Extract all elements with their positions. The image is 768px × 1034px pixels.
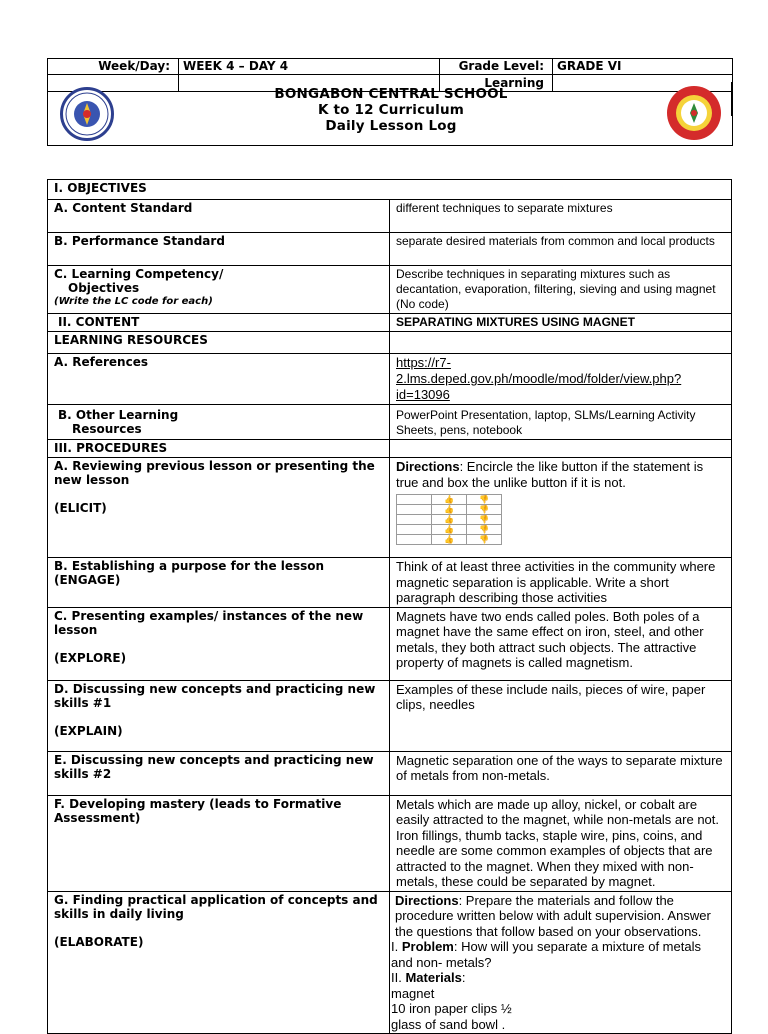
references-link[interactable]: https://r7-2.lms.deped.gov.ph/moodle/mod/folder/view.php?id=13096: [396, 355, 682, 402]
header-right-rule: [731, 82, 733, 116]
grade-level-value: GRADE VI: [553, 59, 733, 75]
other-resources-label-2: Resources: [72, 422, 142, 436]
procedure-a-directions: : Encircle the like button if the statement is true and box the unlike button if it is not.: [396, 459, 704, 490]
procedure-e-text: Magnetic separation one of the ways to separate mixture of metals from non-metals.: [390, 751, 732, 795]
references-label: A. References: [48, 354, 390, 405]
content-standard-value: different techniques to separate mixtures: [390, 200, 732, 233]
procedure-g-problem-num: I.: [391, 939, 402, 954]
procedure-b-tag: (ENGAGE): [54, 573, 121, 587]
statement-cell: [397, 525, 432, 535]
thumbs-up-icon[interactable]: 👍: [432, 535, 467, 545]
learning-label: Learning: [440, 75, 553, 92]
procedure-e-label: E. Discussing new concepts and practicing new skills #2: [48, 751, 390, 795]
other-resources-value: PowerPoint Presentation, laptop, SLMs/Learning Activity Sheets, pens, notebook: [390, 405, 732, 440]
learning-resources-label: LEARNING RESOURCES: [48, 332, 390, 354]
statement-cell: [397, 515, 432, 525]
content-standard-label: A. Content Standard: [48, 200, 390, 233]
procedure-b-text: Think of at least three activities in the community where magnetic separation is applicable. Write a short paragraph describing those activities: [390, 558, 732, 608]
procedure-g-materials-colon: :: [461, 970, 466, 985]
references-cell: [390, 354, 732, 405]
procedure-d-label: D. Discussing new concepts and practicing new skills #1: [54, 681, 376, 710]
procedure-c-text: Magnets have two ends called poles. Both poles of a magnet have the same effect on iron, steel, and other metals, they both attract such objects. The attractive property of magnets is called magnetism.: [390, 607, 732, 680]
competency-note: (Write the LC code for each): [54, 296, 213, 307]
thumbs-down-icon[interactable]: 👎: [467, 505, 502, 515]
procedure-d-label-cell: [48, 680, 390, 751]
procedure-c-label: C. Presenting examples/ instances of the new lesson: [54, 608, 364, 637]
school-header: [47, 82, 733, 146]
procedure-g-material-2: 10 iron paper clips ½: [391, 1001, 512, 1016]
procedure-c-tag: (EXPLORE): [54, 650, 127, 665]
thumbs-down-icon[interactable]: 👎: [467, 525, 502, 535]
thumbs-up-icon[interactable]: 👍: [432, 525, 467, 535]
content-value: SEPARATING MIXTURES USING MAGNET: [390, 314, 732, 332]
procedure-a-directions-label: Directions: [396, 459, 460, 474]
objectives-heading: I. OBJECTIVES: [48, 180, 732, 200]
procedure-g-problem-label: Problem: [401, 939, 454, 954]
school-name: BONGABON CENTRAL SCHOOL: [274, 86, 508, 102]
grade-level-label: Grade Level:: [440, 59, 553, 75]
procedure-g-label: G. Finding practical application of concepts and skills in daily living: [54, 892, 378, 921]
procedure-g-directions-label: Directions: [395, 892, 459, 908]
thumbs-up-icon[interactable]: 👍: [432, 505, 467, 515]
statement-cell: [397, 535, 432, 545]
procedure-g-material-3: glass of sand bowl .: [391, 1016, 506, 1032]
procedure-c-label-cell: [48, 607, 390, 680]
procedure-g-content: [390, 891, 732, 1034]
thumbs-up-icon[interactable]: 👍: [432, 515, 467, 525]
content-label: II. CONTENT: [48, 314, 390, 332]
curriculum-title: K to 12 Curriculum: [317, 102, 465, 118]
procedure-d-tag: (EXPLAIN): [54, 723, 123, 738]
thumbs-down-icon[interactable]: 👎: [467, 495, 502, 505]
procedure-a-content: [390, 458, 732, 558]
procedure-b-label: B. Establishing a purpose for the lesson: [54, 559, 325, 573]
week-day-value: WEEK 4 – DAY 4: [179, 59, 440, 75]
procedure-d-text: Examples of these include nails, pieces of wire, paper clips, needles: [390, 680, 732, 751]
procedure-g-problem: : How will you separate a mixture of metals and non- metals?: [391, 939, 701, 970]
other-resources-label: B. Other Learning: [58, 408, 179, 422]
empty-cell: [390, 440, 732, 458]
procedure-f-text: Metals which are made up alloy, nickel, or cobalt are easily attracted to the magnet, while non-metals are not. Iron fillings, thumb tacks, staple wire, pins, coins, and needle are some common examples of objects that are attracted to the magnet. When they mixed with non-metals, these could be separated by magnet.: [390, 795, 732, 891]
thumbs-down-icon[interactable]: 👎: [467, 515, 502, 525]
statement-cell: [397, 495, 432, 505]
procedure-a-label: A. Reviewing previous lesson or presenting the new lesson: [54, 459, 375, 487]
performance-standard-label: B. Performance Standard: [48, 233, 390, 266]
school-seal-icon: [667, 86, 721, 140]
procedure-g-label-cell: [48, 891, 390, 1034]
competency-label-2: Objectives: [68, 281, 140, 295]
statement-cell: [397, 505, 432, 515]
competency-label: C. Learning Competency/: [54, 267, 224, 281]
procedure-f-label: F. Developing mastery (leads to Formative Assessment): [48, 795, 390, 891]
procedures-label: III. PROCEDURES: [48, 440, 390, 458]
week-day-label: Week/Day:: [48, 59, 179, 75]
procedure-g-directions: : Prepare the materials and follow the procedure written below with adult supervision. Answer the questions that follow based on your observations.: [395, 892, 711, 939]
competency-label-cell: [48, 266, 390, 314]
thumbs-down-icon[interactable]: 👎: [467, 535, 502, 545]
empty-cell: [390, 332, 732, 354]
log-title: Daily Lesson Log: [325, 118, 457, 134]
procedure-g-tag: (ELABORATE): [54, 934, 144, 949]
procedure-b-label-cell: [48, 558, 390, 608]
performance-standard-value: separate desired materials from common and local products: [390, 233, 732, 266]
procedure-g-materials-label: Materials: [405, 970, 462, 985]
lesson-log-table: [47, 179, 732, 1034]
competency-value: Describe techniques in separating mixtures such as decantation, evaporation, filtering, sieving and using magnet (No code): [390, 266, 732, 314]
procedure-a-tag: (ELICIT): [54, 501, 107, 515]
other-resources-label-cell: [48, 405, 390, 440]
procedure-a-label-cell: [48, 458, 390, 558]
procedure-g-materials-num: II.: [391, 970, 406, 985]
like-unlike-table: [396, 494, 502, 545]
procedure-g-material-1: magnet: [391, 985, 435, 1001]
thumbs-up-icon[interactable]: 👍: [432, 495, 467, 505]
